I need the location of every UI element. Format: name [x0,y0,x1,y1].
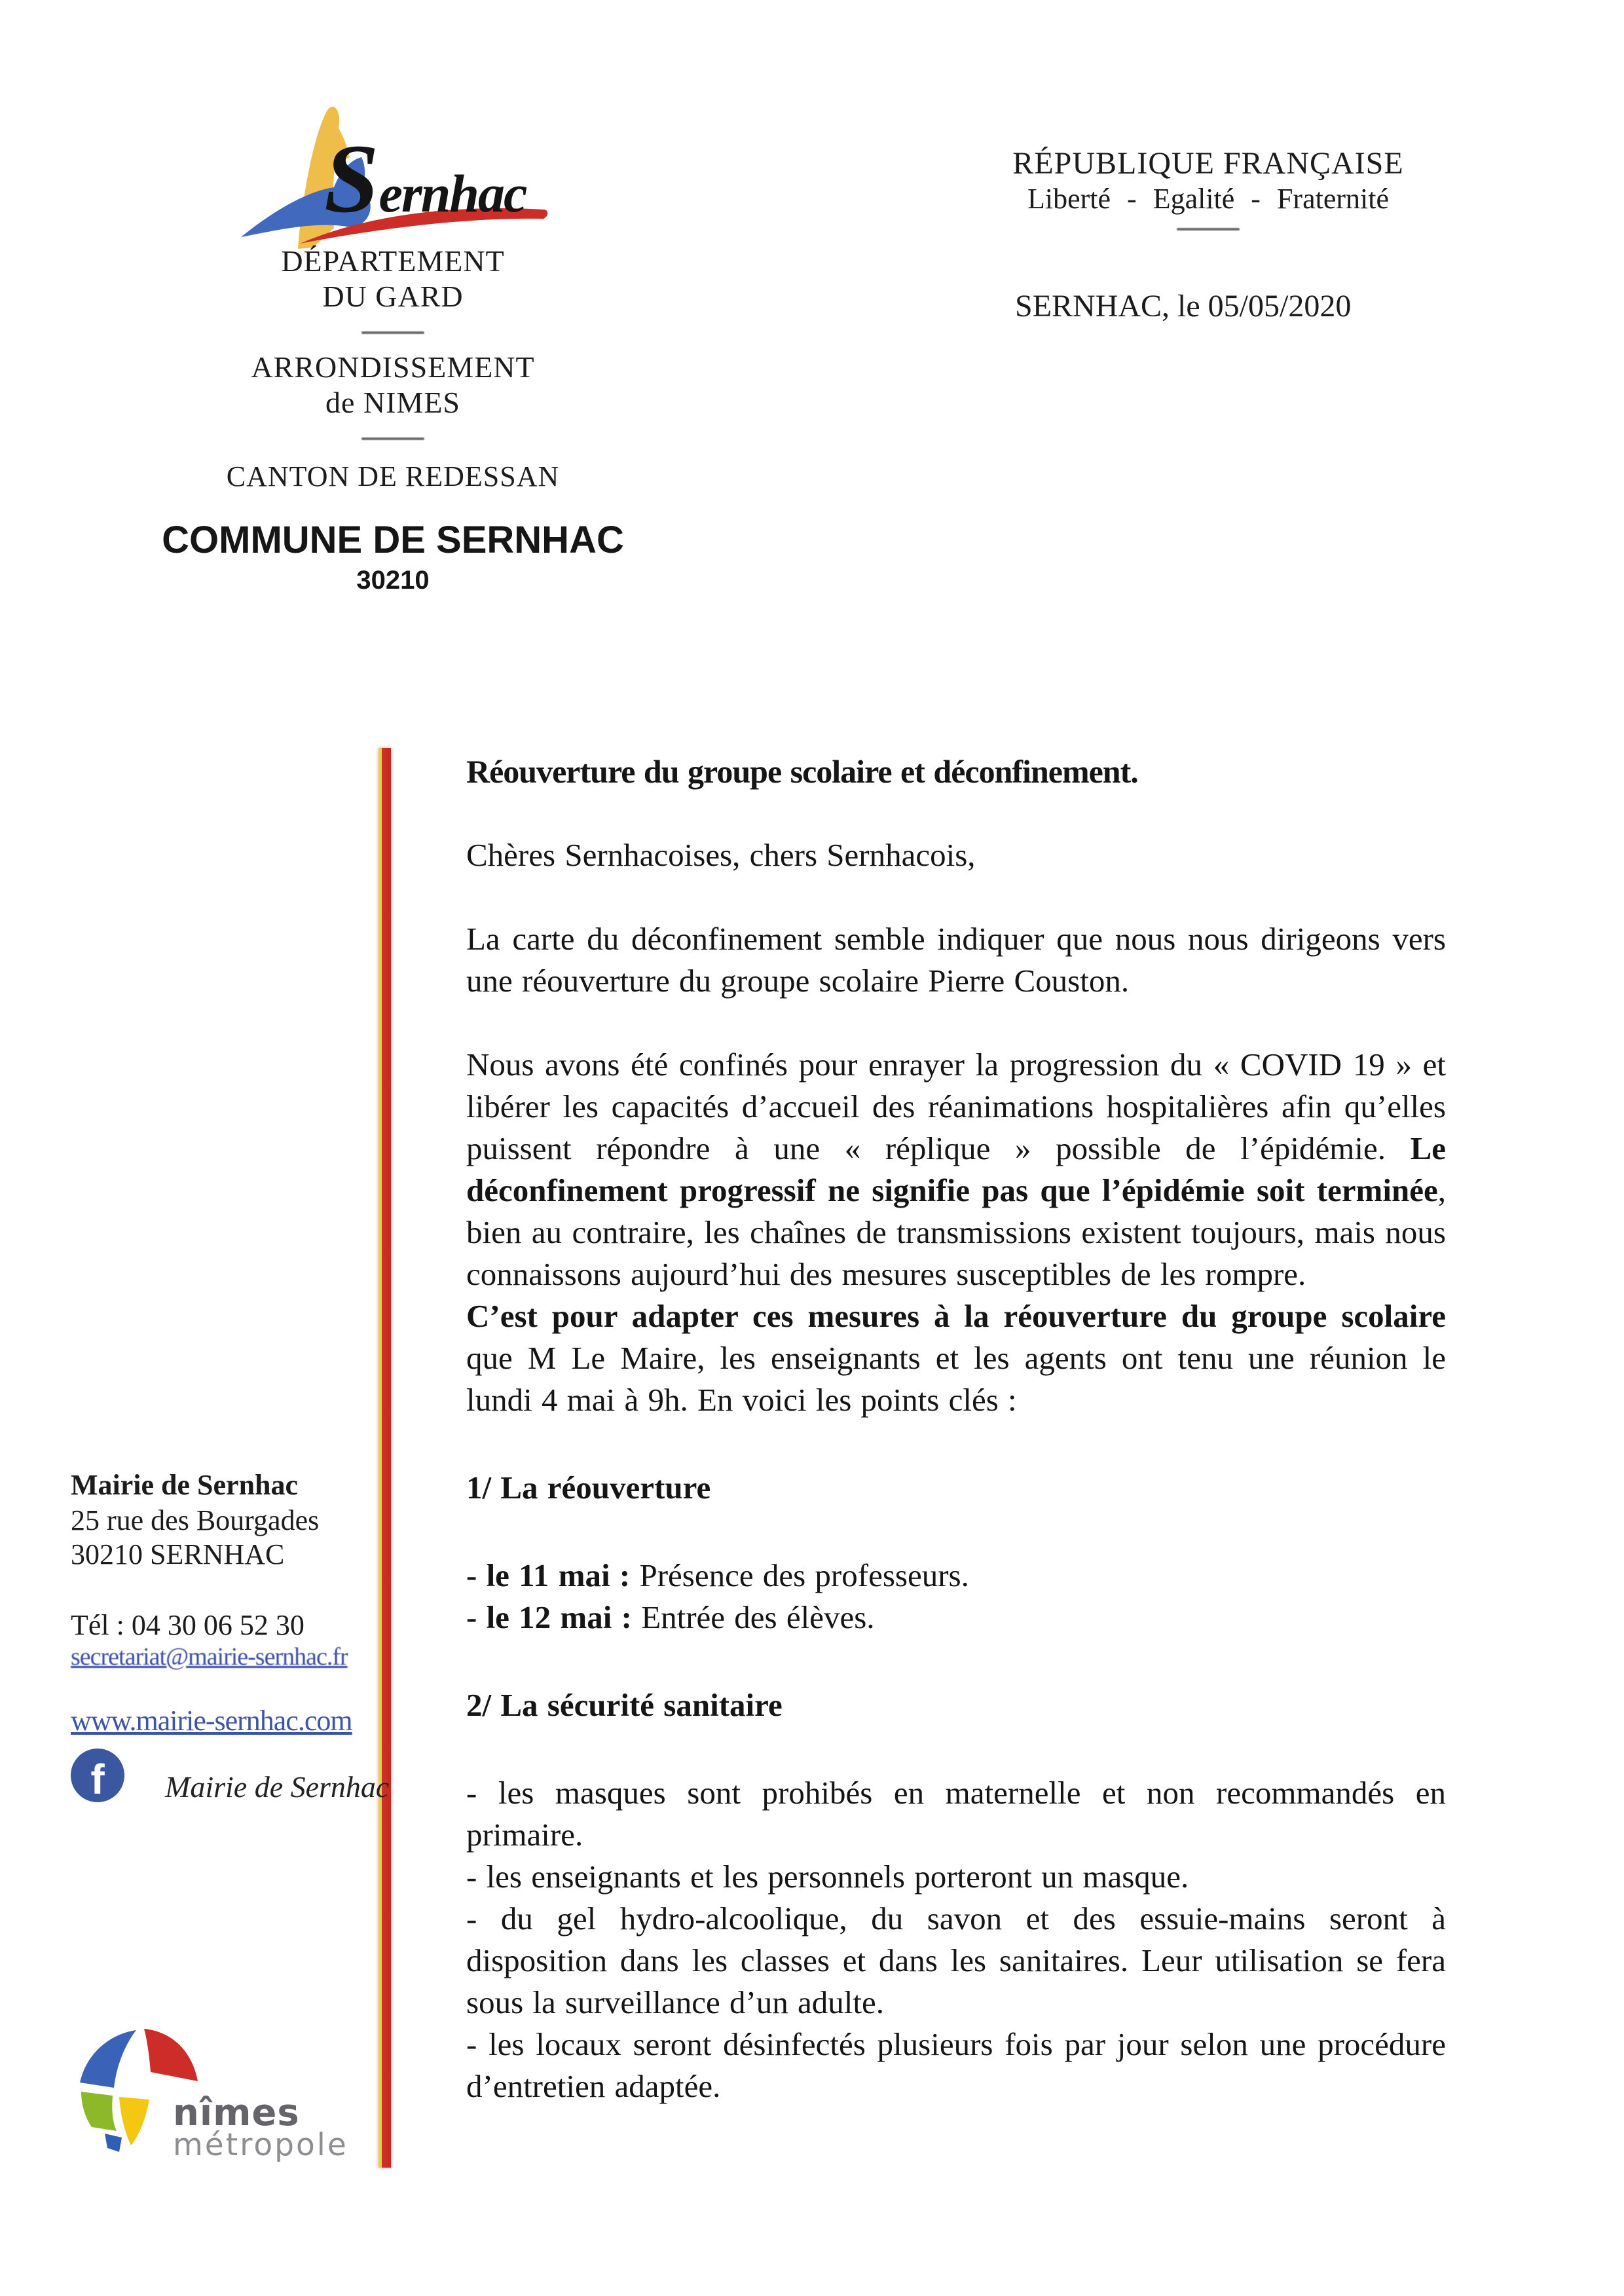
section-1-heading: 1/ La réouverture [466,1470,711,1506]
facebook-icon[interactable]: f [71,1749,124,1802]
website-link[interactable]: www.mairie-sernhac.com [71,1705,352,1737]
address-line1: 25 rue des Bourgades [71,1504,320,1536]
red-accent-bar [378,748,391,2168]
republic-motto: Liberté - Egalité - Fraternité [1027,183,1389,215]
section-2-heading: 2/ La sécurité sanitaire [466,1687,783,1723]
letter-paragraph-1: La carte du déconfinement semble indiquer que nous nous dirigeons vers une réouverture du groupe scolaire Pierre Couston. [466,921,1446,999]
sanitary-item-3: - du gel hydro-alcoolique, du savon et des essuie-mains seront à disposition dans les classes et dans les sanitaires. Leur utilisation se fera sous la surveillance d’un adulte. [466,1900,1446,2020]
address-line2: 30210 SERNHAC [71,1538,285,1570]
letter-paragraph-2: Nous avons été confinés pour enrayer la progression du « COVID 19 » et libérer les capacités d’accueil des réanimations hospitalières afin qu’elles puissent répondre à une « réplique » possible de l’épidémie. Le déconfinement progressif ne signifie pas que l’épidémie soit terminée, bien au contraire, les chaînes de transmissions existent toujours, mais nous connaissons aujourd’hui des mesures susceptibles de les rompre. [466,1046,1446,1292]
divider [361,331,424,334]
facebook-page-label: Mairie de Sernhac [165,1770,390,1804]
postal-code: 30210 [356,566,430,595]
letter-paragraph-3: C’est pour adapter ces mesures à la réouverture du groupe scolaire que M Le Maire, les enseignants et les agents ont tenu une réunion le lundi 4 mai à 9h. En voici les points clés : [466,1298,1446,1418]
letter-body [466,750,1446,2107]
republic-title: RÉPUBLIQUE FRANÇAISE [1012,146,1404,181]
org-block [98,244,688,596]
metropole-name-line1: nîmes [173,2092,300,2134]
canton-line: CANTON DE REDESSAN [226,460,560,492]
divider [361,437,424,440]
bullet-le-12-mai: - le 12 mai : Entrée des élèves. [466,1599,875,1635]
sanitary-item-1: - les masques sont prohibés en maternelle et non recommandés en primaire. [466,1775,1446,1853]
commune-title: COMMUNE DE SERNHAC [162,519,624,561]
contact-sidebar [71,1467,390,1804]
logo-letter-s: S [324,124,379,233]
bullet-le-11-mai: - le 11 mai : Présence des professeurs. [466,1557,969,1593]
sernhac-logo-wordmark: Sernhac [324,124,526,233]
divider [1177,228,1240,231]
sanitary-item-4: - les locaux seront désinfectés plusieurs fois par jour selon une procédure d’entretien adaptée. [466,2026,1446,2104]
arrondissement-line1: ARRONDISSEMENT [251,350,535,384]
republic-block [950,145,1467,325]
email-link[interactable]: secretariat@mairie-sernhac.fr [71,1643,348,1671]
departement-line2: DU GARD [322,280,464,313]
letter-dateline: SERNHAC, le 05/05/2020 [1015,289,1352,324]
letter-salutation: Chères Sernhacoises, chers Sernhacois, [466,837,976,873]
sernhac-logo [236,52,563,255]
nimes-metropole-logo [73,2025,388,2169]
mairie-name: Mairie de Sernhac [71,1469,299,1501]
letter-title: Réouverture du groupe scolaire et déconfinement. [466,753,1138,790]
facebook-row [71,1749,390,1804]
metropole-name-line2: métropole [173,2127,348,2163]
phone-number: Tél : 04 30 06 52 30 [71,1609,304,1641]
departement-line1: DÉPARTEMENT [281,244,505,278]
arrondissement-line2: de NIMES [325,386,461,419]
sanitary-item-2: - les enseignants et les personnels porteront un masque. [466,1859,1189,1895]
